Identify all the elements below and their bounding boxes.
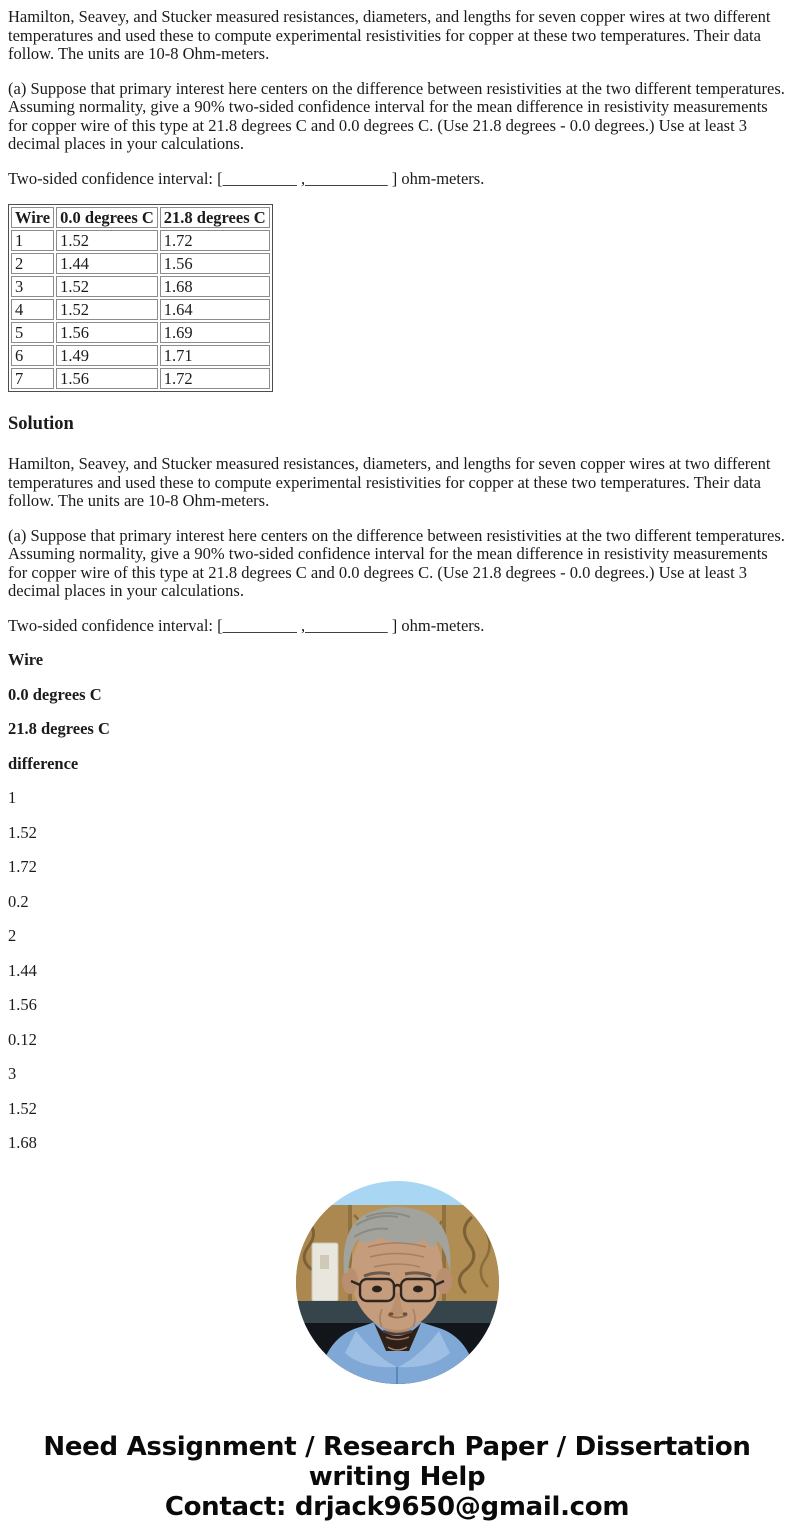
list-header-0-degrees: 0.0 degrees C [8, 684, 102, 704]
cell-wire: 2 [11, 253, 54, 274]
list-value: 1 [8, 788, 17, 807]
footer-ad-block [8, 1432, 786, 1522]
cell-wire: 4 [11, 299, 54, 320]
list-value: 1.52 [8, 822, 37, 842]
table-row [11, 276, 270, 297]
table-row [11, 322, 270, 343]
list-value: 0.2 [8, 891, 29, 911]
list-value: 0.12 [8, 1029, 37, 1049]
solution-confidence-interval-line: Two-sided confidence interval: [_________ ,__________ ] ohm-meters. [8, 615, 485, 635]
list-value: 1.44 [8, 960, 37, 980]
table-header-wire: Wire [11, 207, 54, 228]
solution-paragraph-1: Hamilton, Seavey, and Stucker measured resistances, diameters, and lengths for seven copper wires at two different temperatures and used these to compute experimental resistivities for copper at these two temperatures. Their data follow. The units are 10-8 Ohm-meters. [8, 454, 771, 510]
cell-0c: 1.52 [56, 276, 158, 297]
table-row [11, 253, 270, 274]
cell-21c: 1.56 [160, 253, 270, 274]
cell-0c: 1.44 [56, 253, 158, 274]
intro-paragraph-1: Hamilton, Seavey, and Stucker measured resistances, diameters, and lengths for seven copper wires at two different temperatures and used these to compute experimental resistivities for copper at these two temperatures. Their data follow. The units are 10-8 Ohm-meters. [8, 7, 771, 63]
list-value: 1.52 [8, 1098, 37, 1118]
cell-21c: 1.71 [160, 345, 270, 366]
table-row [11, 299, 270, 320]
list-header-difference: difference [8, 753, 79, 773]
cell-wire: 1 [11, 230, 54, 251]
cell-0c: 1.52 [56, 230, 158, 251]
cell-21c: 1.64 [160, 299, 270, 320]
cell-0c: 1.52 [56, 299, 158, 320]
avatar-container [8, 1181, 786, 1384]
document-page [0, 8, 794, 1522]
table-row [11, 230, 270, 251]
list-value: 2 [8, 926, 17, 945]
solution-paragraph-2: (a) Suppose that primary interest here centers on the difference between resistivities at the two different temperatures. Assuming normality, give a 90% two-sided confidence interval for the mean difference in resistivity measurements for copper wire of this type at 21.8 degrees C and 0.0 degrees C. (Use 21.8 degrees - 0.0 degrees.) Use at least 3 decimal places in your calculations. [8, 525, 785, 600]
list-value: 3 [8, 1064, 17, 1083]
solution-heading: Solution [8, 414, 74, 434]
list-header-21-degrees: 21.8 degrees C [8, 719, 110, 738]
footer-line-2: writing Help [308, 1461, 486, 1492]
intro-paragraph-2: (a) Suppose that primary interest here centers on the difference between resistivities at the two different temperatures. Assuming normality, give a 90% two-sided confidence interval for the mean difference in resistivity measurements for copper wire of this type at 21.8 degrees C and 0.0 degrees C. (Use 21.8 degrees - 0.0 degrees.) Use at least 3 decimal places in your calculations. [8, 78, 785, 153]
cell-wire: 7 [11, 368, 54, 389]
cell-0c: 1.56 [56, 322, 158, 343]
cell-0c: 1.49 [56, 345, 158, 366]
footer-contact-email: Contact: drjack9650@gmail.com [164, 1491, 630, 1522]
cell-wire: 3 [11, 276, 54, 297]
table-header-0-degrees: 0.0 degrees C [56, 207, 158, 228]
cell-wire: 6 [11, 345, 54, 366]
table-row [11, 368, 270, 389]
table-header-21-degrees: 21.8 degrees C [160, 207, 270, 228]
resistivity-data-table [8, 204, 273, 392]
table-row [11, 345, 270, 366]
list-value: 1.72 [8, 857, 37, 876]
cell-21c: 1.69 [160, 322, 270, 343]
footer-line-1: Need Assignment / Research Paper / Dissertation [43, 1431, 751, 1462]
list-header-wire: Wire [8, 650, 44, 669]
cell-21c: 1.72 [160, 230, 270, 251]
list-value: 1.68 [8, 1133, 37, 1152]
intro-confidence-interval-line: Two-sided confidence interval: [_________ ,__________ ] ohm-meters. [8, 168, 485, 188]
cell-0c: 1.56 [56, 368, 158, 389]
cell-21c: 1.72 [160, 368, 270, 389]
cell-wire: 5 [11, 322, 54, 343]
cell-21c: 1.68 [160, 276, 270, 297]
list-value: 1.56 [8, 995, 37, 1014]
tutor-avatar [296, 1181, 499, 1384]
table-header-row [11, 207, 270, 228]
